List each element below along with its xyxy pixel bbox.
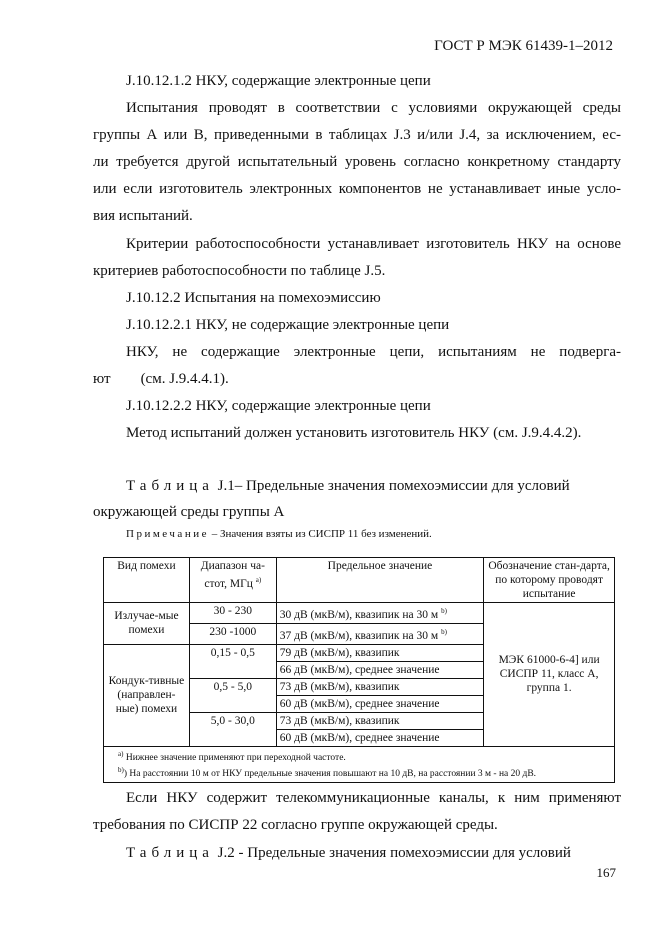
header-range-text: Диапазон ча-стот, МГц [200, 560, 265, 590]
limit-cell: 66 дВ (мкВ/м), среднее значение [276, 661, 483, 678]
page-number: 167 [596, 865, 616, 880]
limit-text: 37 дВ (мкВ/м), квазипик на 30 м [279, 629, 439, 642]
paragraph-line: НКУ, не содержащие электронные цепи, испытаниям не подверга- [126, 344, 621, 360]
footnote-ref: a) [255, 576, 262, 584]
paragraph-line: Метод испытаний должен установить изготовитель НКУ (см. J.9.4.4.2). [126, 425, 582, 441]
footnote-mark: b) [118, 765, 124, 774]
paragraph-line: группы А или В, приведенными в таблицах J.3 и/или J.4, за исключением, ес- [93, 127, 621, 143]
caption-text: J.2 - Предельные значения помехоэмиссии для условий [213, 845, 571, 861]
conducted-interference-label: Кондук-тивные (направлен-ные) помехи [104, 644, 190, 746]
footnote-a [108, 748, 610, 764]
clause-heading-j-10-12-1-2: J.10.12.1.2 НКУ, содержащие электронные цепи [126, 73, 431, 89]
limit-cell: 73 дВ (мкВ/м), квазипик [276, 678, 483, 695]
table-j1-caption [93, 473, 621, 500]
header-interference-type: Вид помехи [104, 558, 190, 603]
footnote-text: Нижнее значение применяют при переходной частоте. [123, 752, 346, 763]
table-j1-caption-line2: окружающей среды группы А [93, 504, 285, 520]
emission-limits-table [103, 557, 615, 783]
paragraph-line: Испытания проводят в соответствии с условиями окружающей среды [126, 100, 621, 116]
frequency-range-cell: 5,0 - 30,0 [189, 712, 276, 746]
header-limit-value: Предельное значение [276, 558, 483, 603]
limit-cell: 79 дВ (мкВ/м), квазипик [276, 644, 483, 661]
limit-cell: 60 дВ (мкВ/м), среднее значение [276, 729, 483, 746]
paragraph-line: Критерии работоспособности устанавливает изготовитель НКУ на основе [126, 236, 621, 252]
footnote-mark: a) [118, 749, 124, 758]
limit-cell [276, 603, 483, 624]
table-word: Таблица [126, 845, 214, 861]
clause-heading-j-10-12-2-1: J.10.12.2.1 НКУ, не содержащие электронные цепи [126, 317, 450, 333]
header-standard: Обозначение стан-дарта, по которому проводят испытание [484, 558, 615, 603]
note-text: – Значения взяты из СИСПР 11 без изменений. [208, 528, 432, 540]
limit-cell: 73 дВ (мкВ/м), квазипик [276, 712, 483, 729]
frequency-range-cell: 0,15 - 0,5 [189, 644, 276, 678]
frequency-range-cell: 0,5 - 5,0 [189, 678, 276, 712]
footnote-ref: b) [441, 627, 447, 636]
paragraph-line: Если НКУ содержит телекоммуникационные каналы, к ним применяют [126, 790, 621, 806]
table-footnotes [104, 746, 615, 782]
table-footnotes-row [104, 746, 615, 782]
paragraph-line: критериев работоспособности по таблице J.5. [93, 263, 386, 279]
paragraph-line: требования по СИСПР 22 согласно группе окружающей среды. [93, 817, 498, 833]
standard-header: ГОСТ Р МЭК 61439-1–2012 [434, 38, 613, 54]
note-word: Примечание [126, 528, 209, 540]
standard-designation-cell: МЭК 61000-6-4] или СИСПР 11, класс А, группа 1. [484, 603, 615, 747]
clause-heading-j-10-12-2-2: J.10.12.2.2 НКУ, содержащие электронные цепи [126, 398, 431, 414]
paragraph-line: ли требуется другой испытательный уровень согласно конкретному стандарту [93, 154, 621, 170]
footnote-text: ) На расстоянии 10 м от НКУ предельные значения повышают на 10 дВ, на расстоянии 3 м - на 20 дВ. [123, 768, 537, 779]
limit-cell: 60 дВ (мкВ/м), среднее значение [276, 695, 483, 712]
table-j2-caption [93, 840, 621, 867]
frequency-range-cell: 30 - 230 [189, 603, 276, 624]
radiated-interference-label: Излучае-мые помехи [104, 603, 190, 645]
limit-text: 30 дВ (мкВ/м), квазипик на 30 м [279, 608, 439, 621]
table-note [126, 528, 432, 540]
table-header-row [104, 558, 615, 603]
paragraph-line: вия испытаний. [93, 208, 193, 224]
table-word: Таблица [126, 478, 214, 494]
clause-heading-j-10-12-2: J.10.12.2 Испытания на помехоэмиссию [126, 290, 381, 306]
header-frequency-range [189, 558, 276, 603]
paragraph-line: ют (см. J.9.4.4.1). [93, 371, 229, 387]
paragraph-line: или если изготовитель электронных компонентов не устанавливает иные усло- [93, 181, 621, 197]
caption-text: J.1– Предельные значения помехоэмиссии для условий [213, 478, 570, 494]
frequency-range-cell: 230 -1000 [189, 623, 276, 644]
footnote-b [108, 764, 610, 780]
limit-cell [276, 623, 483, 644]
table-row [104, 603, 615, 624]
footnote-ref: b) [441, 607, 447, 615]
